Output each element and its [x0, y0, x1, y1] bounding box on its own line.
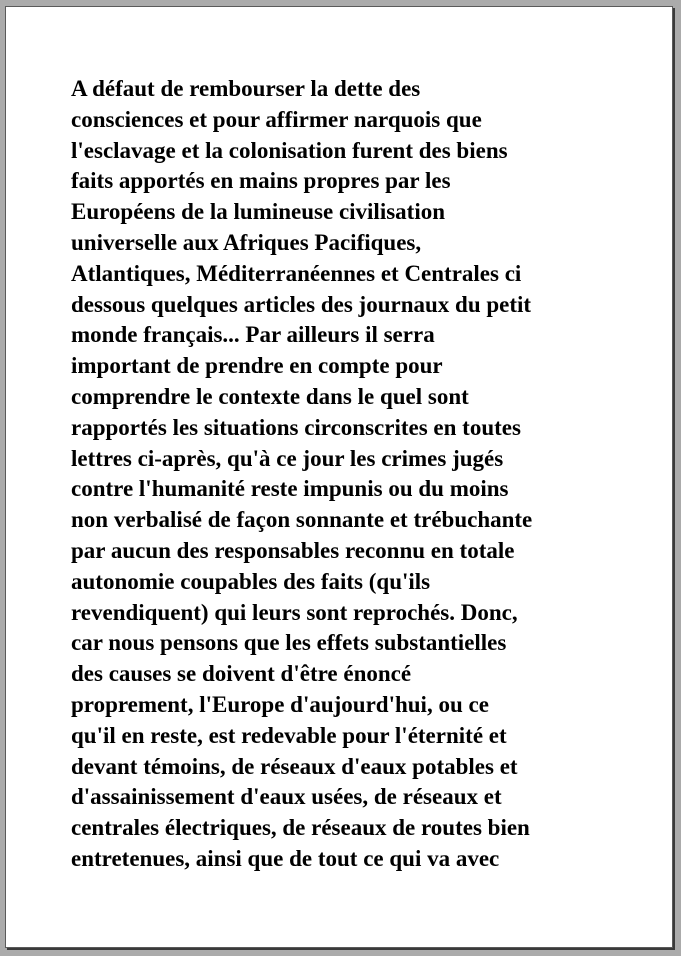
text-line: contre l'humanité reste impunis ou du moins [71, 476, 509, 502]
text-line: entretenues, ainsi que de tout ce qui va avec [71, 845, 500, 871]
text-line: faits apportés en mains propres par les [71, 168, 451, 194]
text-line: monde français... Par ailleurs il serra [71, 322, 435, 348]
text-line: Européens de la lumineuse civilisation [71, 199, 446, 225]
text-line: d'assainissement d'eaux usées, de réseaux et [71, 784, 502, 810]
text-line: dessous quelques articles des journaux du petit [71, 291, 532, 317]
text-line: l'esclavage et la colonisation furent des biens [71, 137, 508, 163]
text-line: des causes se doivent d'être énoncé [71, 661, 412, 687]
text-line: Atlantiques, Méditerranéennes et Centrales ci [71, 260, 522, 286]
text-line: lettres ci-après, qu'à ce jour les crimes jugés [71, 445, 504, 471]
body-paragraph [71, 74, 631, 875]
text-line: consciences et pour affirmer narquois que [71, 106, 482, 132]
text-line: car nous pensons que les effets substantielles [71, 630, 507, 656]
text-line: revendiquent) qui leurs sont reprochés. Donc, [71, 599, 518, 625]
text-line: devant témoins, de réseaux d'eaux potables et [71, 753, 518, 779]
text-line: par aucun des responsables reconnu en totale [71, 537, 515, 563]
text-line: universelle aux Afriques Pacifiques, [71, 229, 422, 255]
text-line: A défaut de rembourser la dette des [71, 76, 421, 101]
text-line: important de prendre en compte pour [71, 353, 443, 379]
text-line: rapportés les situations circonscrites en toutes [71, 414, 521, 440]
text-line: autonomie coupables des faits (qu'ils [71, 568, 431, 594]
text-line: comprendre le contexte dans le quel sont [71, 383, 469, 409]
document-page [5, 6, 673, 948]
text-line: non verbalisé de façon sonnante et trébuchante [71, 507, 533, 533]
text-line: proprement, l'Europe d'aujourd'hui, ou ce [71, 691, 489, 717]
text-line: centrales électriques, de réseaux de routes bien [71, 815, 530, 841]
text-line: qu'il en reste, est redevable pour l'éternité et [71, 722, 507, 748]
